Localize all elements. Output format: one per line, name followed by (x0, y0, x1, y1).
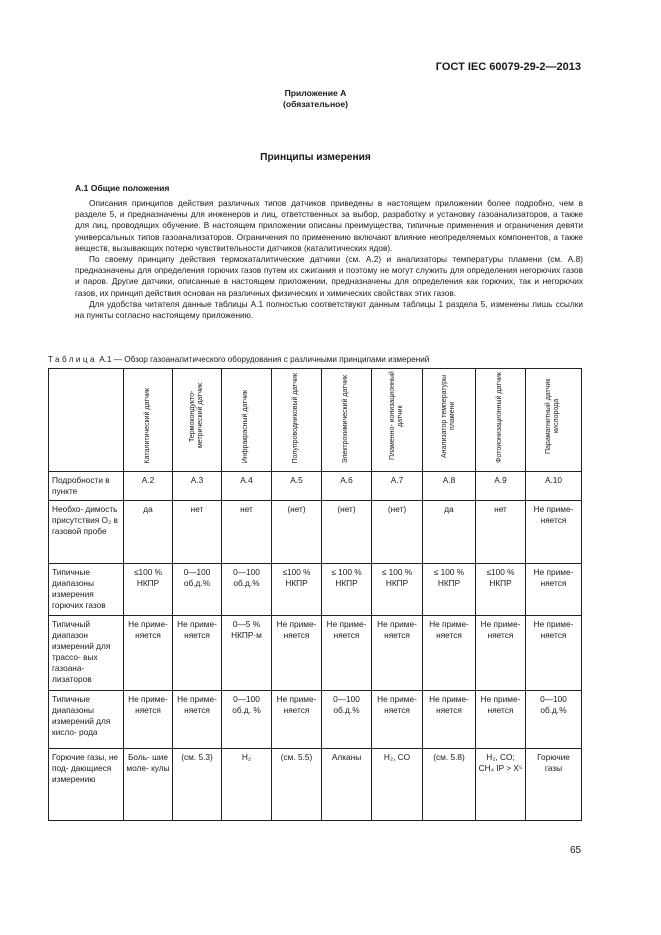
table-cell: нет (476, 501, 526, 564)
table-cell: Не приме- няется (423, 691, 476, 749)
table-cell: (см. 5.3) (173, 749, 222, 821)
annex-title: Приложение А (284, 88, 347, 98)
table-cell: Не приме- няется (476, 691, 526, 749)
table-cell: Боль- шие моле- кулы (124, 749, 173, 821)
table-caption-label: Таблица (48, 355, 97, 364)
header-label: Парамагнитный датчик кислорода (545, 378, 561, 454)
table-row (49, 501, 582, 564)
table-cell: 0—100 об.д.% (173, 564, 222, 616)
table-cell: H₂, CO (372, 749, 423, 821)
table-cell: Не приме- няется (526, 616, 582, 691)
header-cell (173, 369, 222, 472)
row-label: Типичный диапазон измерений для трассо- вых газоана- лизаторов (49, 616, 124, 691)
table-cell: Не приме- няется (476, 616, 526, 691)
table-cell: да (124, 501, 173, 564)
table-cell: А.3 (173, 472, 222, 501)
header-cell (222, 369, 272, 472)
standard-designation: ГОСТ IEC 60079-29-2—2013 (435, 61, 581, 73)
header-label: Полупроводниковый датчик (292, 372, 300, 463)
table-cell: 0—100 об.д. % (222, 691, 272, 749)
table-cell: H₂, CO; CH₄ IP > X⁵ (476, 749, 526, 821)
page-title: Принципы измерения (260, 152, 371, 163)
table-cell: Не приме- няется (173, 616, 222, 691)
table-cell: А.8 (423, 472, 476, 501)
table-cell: А.9 (476, 472, 526, 501)
table-cell: Не приме- няется (124, 616, 173, 691)
table-cell: ≤100 % НКПР (272, 564, 322, 616)
table-cell: 0—100 об.д.% (322, 691, 372, 749)
table-cell: 0—100 об.д.% (526, 691, 582, 749)
table-row (49, 749, 582, 821)
table-cell: Не приме- няется (526, 564, 582, 616)
header-cell (476, 369, 526, 472)
table-cell: Не приме- няется (173, 691, 222, 749)
table-cell: Не приме- няется (272, 616, 322, 691)
paragraph: Описания принципов действия различных типов датчиков приведены в настоящем приложении более подробно, чем в разделе 5, и предназначены для инженеров и лиц, ответственных за выбор, разработку и установку газоанализаторов, а также для лиц, проводящих обучение. В настоящем приложении описаны преимущества, типичные применения и ограничения девяти универсальных типов газоанализаторов. Ограничения по применению включают влияние неопределяемых компонентов, а также веществ, вызывающих потерю чувствительности датчиков (каталитических ядов). (75, 198, 583, 253)
table-cell: Горючие газы (526, 749, 582, 821)
header-label: Пламенно- ионизационный датчик (388, 371, 404, 461)
table-cell: Алканы (322, 749, 372, 821)
header-cell (322, 369, 372, 472)
table-caption-text: А.1 — Обзор газоаналитического оборудования с различными принципами измерений (99, 355, 430, 364)
table-cell: (нет) (272, 501, 322, 564)
page-number: 65 (570, 845, 582, 856)
row-label: Необхо- димость присутствия O₂ в газовой пробе (49, 501, 124, 564)
table-header-row (49, 369, 582, 472)
header-label: Каталитический датчик (143, 387, 151, 463)
header-cell (372, 369, 423, 472)
header-label: Инфракрасный датчик (242, 389, 250, 463)
header-label: Анализатор температуры пламени (440, 374, 456, 458)
header-label: Электрохимический датчик (342, 374, 350, 463)
table-caption (48, 355, 429, 364)
row-label: Типичные диапазоны измерения горючих газов (49, 564, 124, 616)
table-cell: 0—100 об.д.% (222, 564, 272, 616)
table-cell: Не приме- няется (372, 616, 423, 691)
header-cell (272, 369, 322, 472)
annex-heading (0, 88, 631, 110)
body-text (75, 198, 583, 321)
paragraph: По своему принципу действия термокаталитические датчики (см. А.2) и анализаторы температуры пламени (см. А.8) предназначены для определения горючих газов путем их сжигания и поэтому не могут служить для определения негорючих газов и паров. Другие датчики, описанные в настоящем приложении, предназначены для определения как горючих, так и негорючих газов, их принцип действия основан на различных физических и химических свойствах этих газов. (75, 254, 583, 298)
row-label: Горючие газы, не под- дающиеся измерению (49, 749, 124, 821)
table-cell: Не приме- няется (526, 501, 582, 564)
section-heading: А.1 Общие положения (75, 183, 170, 193)
table-cell: ≤ 100 % НКПР (372, 564, 423, 616)
table-cell: А.4 (222, 472, 272, 501)
table-cell: ≤ 100 % НКПР (322, 564, 372, 616)
table-row (49, 616, 582, 691)
table-row (49, 472, 582, 501)
table-cell: Не приме- няется (322, 616, 372, 691)
table-cell: да (423, 501, 476, 564)
header-label: Фотоионизационный датчик (496, 372, 504, 463)
table-cell: А.10 (526, 472, 582, 501)
header-cell (124, 369, 173, 472)
table-cell: (см. 5.5) (272, 749, 322, 821)
table-row (49, 691, 582, 749)
header-cell (423, 369, 476, 472)
annex-status: (обязательное) (282, 99, 349, 109)
table-cell: (нет) (372, 501, 423, 564)
table-cell: ≤ 100 % НКПР (423, 564, 476, 616)
header-blank (49, 369, 124, 472)
table-cell: А.5 (272, 472, 322, 501)
table-cell: нет (222, 501, 272, 564)
table-cell: H₂ (222, 749, 272, 821)
header-cell (526, 369, 582, 472)
table-cell: (нет) (322, 501, 372, 564)
table-cell: Не приме- няется (124, 691, 173, 749)
table-cell: А.7 (372, 472, 423, 501)
table-cell: Не приме- няется (372, 691, 423, 749)
table-row (49, 564, 582, 616)
table-cell: А.6 (322, 472, 372, 501)
table-cell: ≤100 % НКПР (124, 564, 173, 616)
table-cell: ≤100 % НКПР (476, 564, 526, 616)
table-cell: Не приме- няется (272, 691, 322, 749)
row-label: Типичные диапазоны измерений для кисло- рода (49, 691, 124, 749)
table-cell: Не приме- няется (423, 616, 476, 691)
table-cell: 0—5 % НКПР·м (222, 616, 272, 691)
comparison-table (48, 368, 582, 821)
paragraph: Для удобства читателя данные таблицы А.1 полностью соответствуют данным таблицы 1 раздела 5, изменены лишь ссылки на пункты согласно настоящему приложению. (75, 298, 583, 321)
table-cell: А.2 (124, 472, 173, 501)
table-cell: нет (173, 501, 222, 564)
table-cell: (см. 5.8) (423, 749, 476, 821)
row-label: Подробности в пункте (49, 472, 124, 501)
header-label: Термокондукто- метрический датчик (188, 383, 204, 449)
